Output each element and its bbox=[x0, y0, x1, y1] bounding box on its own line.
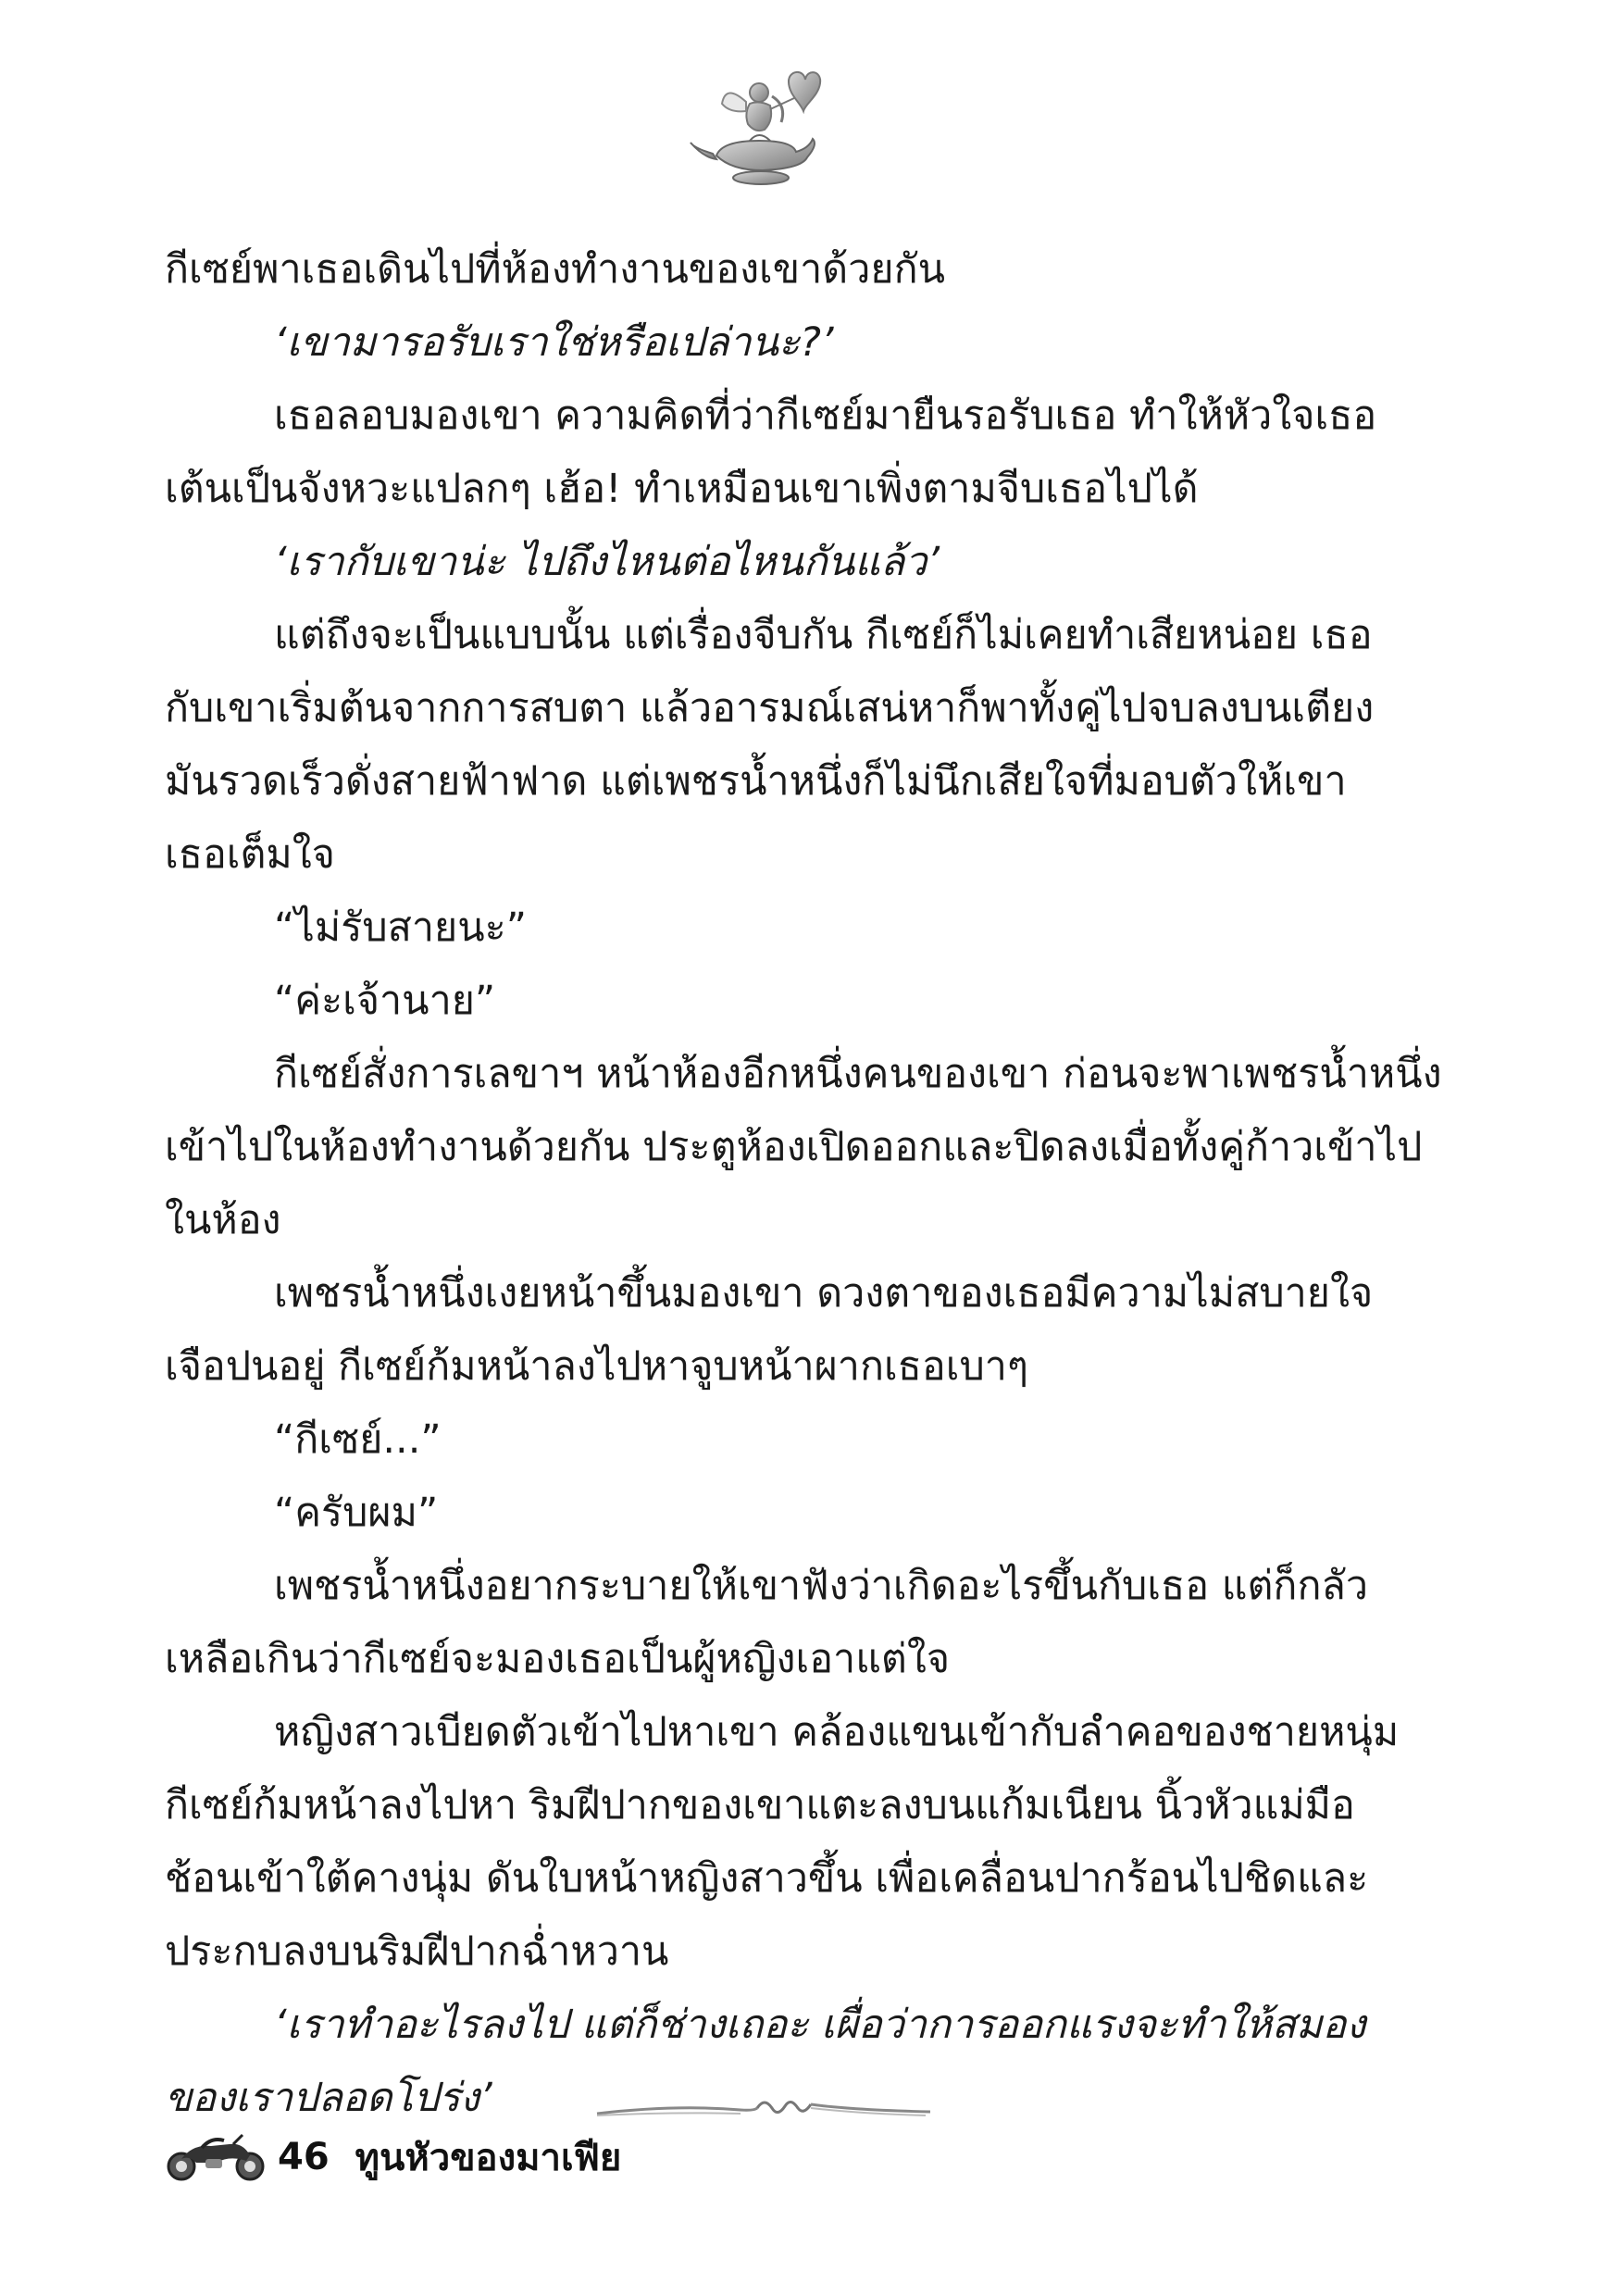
thought-line: ‘เราทำอะไรลงไป แต่ก็ช่างเถอะ เผื่อว่าการออกแรงจะทำให้สมอง bbox=[274, 2002, 1366, 2048]
body-text bbox=[165, 233, 1442, 2135]
page-footer bbox=[165, 2120, 621, 2194]
thought-line: ของเราปลอดโปร่ง’ bbox=[165, 2075, 492, 2121]
paragraph-line: กีเซย์สั่งการเลขาฯ หน้าห้องอีกหนึ่งคนของเขา ก่อนจะพาเพชรน้ำหนึ่ง bbox=[274, 1051, 1442, 1097]
paragraph-line: เหลือเกินว่ากีเซย์จะมองเธอเป็นผู้หญิงเอาแต่ใจ bbox=[165, 1636, 951, 1682]
paragraph-line: เธอเต็มใจ bbox=[165, 831, 335, 878]
paragraph-line: มันรวดเร็วดั่งสายฟ้าฟาด แต่เพชรน้ำหนึ่งก็ไม่นึกเสียใจที่มอบตัวให้เขา bbox=[165, 758, 1347, 805]
flourish-divider-icon bbox=[592, 2088, 935, 2134]
paragraph-line: ในห้อง bbox=[165, 1197, 281, 1243]
dialogue-line: “ไม่รับสายนะ” bbox=[274, 905, 527, 951]
page-number: 46 bbox=[278, 2136, 330, 2178]
dialogue-line: “ครับผม” bbox=[274, 1490, 439, 1536]
paragraph-line: เต้นเป็นจังหวะแปลกๆ เฮ้อ! ทำเหมือนเขาเพิ่งตามจีบเธอไปได้ bbox=[165, 466, 1199, 512]
dialogue-line: “ค่ะเจ้านาย” bbox=[274, 978, 496, 1024]
motorcycle-icon bbox=[165, 2131, 267, 2183]
paragraph-line: เจือปนอยู่ กีเซย์ก้มหน้าลงไปหาจูบหน้าผากเธอเบาๆ bbox=[165, 1343, 1028, 1390]
thought-line: ‘เขามารอรับเราใช่หรือเปล่านะ?’ bbox=[274, 319, 834, 366]
paragraph-line: กับเขาเริ่มต้นจากการสบตา แล้วอารมณ์เสน่หาก็พาทั้งคู่ไปจบลงบนเตียง bbox=[165, 685, 1375, 731]
paragraph-line: ช้อนเข้าใต้คางนุ่ม ดันใบหน้าหญิงสาวขึ้น เพื่อเคลื่อนปากร้อนไปชิดและ bbox=[165, 1855, 1369, 1902]
paragraph-line: เพชรน้ำหนึ่งอยากระบายให้เขาฟังว่าเกิดอะไรขึ้นกับเธอ แต่ก็กลัว bbox=[274, 1563, 1368, 1609]
paragraph-line: ประกบลงบนริมฝีปากฉ่ำหวาน bbox=[165, 1928, 669, 1975]
paragraph-line: กีเซย์ก้มหน้าลงไปหา ริมฝีปากของเขาแตะลงบนแก้มเนียน นิ้วหัวแม่มือ bbox=[165, 1782, 1355, 1828]
dialogue-line: “กีเซย์...” bbox=[274, 1416, 442, 1463]
paragraph-line: กีเซย์พาเธอเดินไปที่ห้องทำงานของเขาด้วยกัน bbox=[165, 246, 945, 293]
paragraph-line: หญิงสาวเบียดตัวเข้าไปหาเขา คล้องแขนเข้ากับลำคอของชายหนุ่ม bbox=[274, 1709, 1400, 1755]
thought-line: ‘เรากับเขาน่ะ ไปถึงไหนต่อไหนกันแล้ว’ bbox=[274, 539, 940, 585]
book-title: ทูนหัวของมาเฟีย bbox=[355, 2137, 622, 2179]
paragraph-line: เข้าไปในห้องทำงานด้วยกัน ประตูห้องเปิดออกและปิดลงเมื่อทั้งคู่ก้าวเข้าไป bbox=[165, 1124, 1423, 1170]
paragraph-line: แต่ถึงจะเป็นแบบนั้น แต่เรื่องจีบกัน กีเซย์ก็ไม่เคยทำเสียหน่อย เธอ bbox=[274, 612, 1373, 658]
cupid-lamp-icon bbox=[685, 56, 833, 194]
paragraph-line: เธอลอบมองเขา ความคิดที่ว่ากีเซย์มายืนรอรับเธอ ทำให้หัวใจเธอ bbox=[274, 393, 1377, 439]
paragraph-line: เพชรน้ำหนึ่งเงยหน้าขึ้นมองเขา ดวงตาของเธอมีความไม่สบายใจ bbox=[274, 1270, 1374, 1316]
